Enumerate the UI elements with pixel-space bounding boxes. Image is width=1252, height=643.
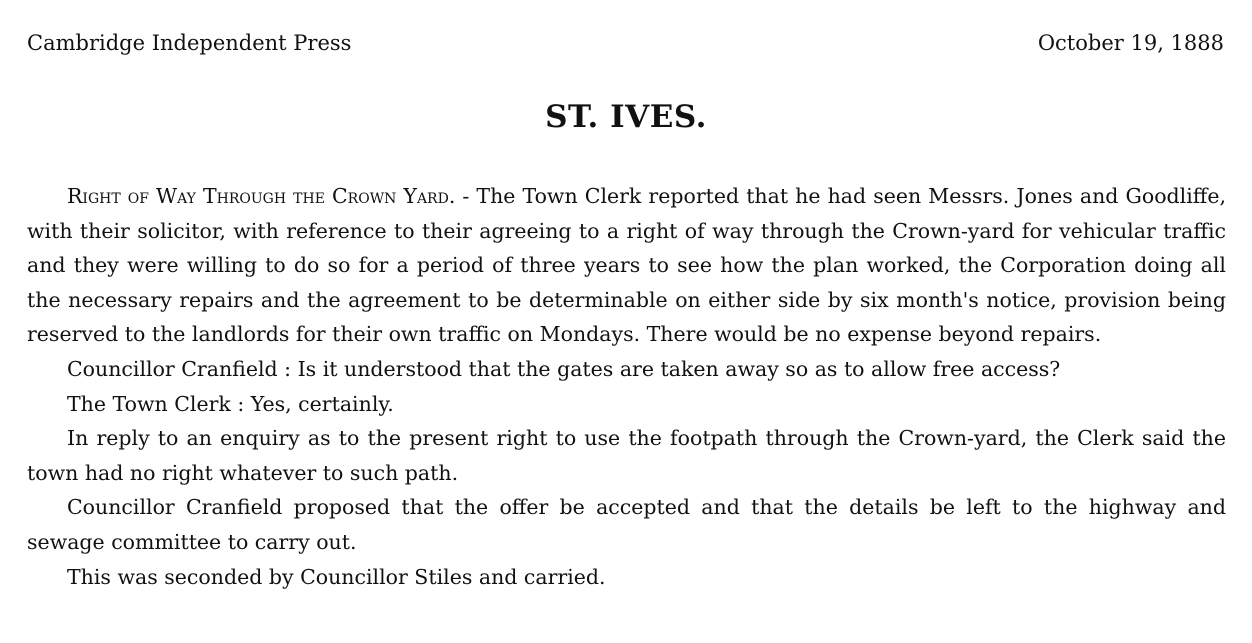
- paragraph: Councillor Cranfield proposed that the offer be accepted and that the details be left to the highway and sewage committee to carry out.: [27, 495, 1226, 554]
- paragraph-text: - The Town Clerk reported that he had seen Messrs. Jones and Goodliffe, with their solicitor, with reference to their agreeing to a right of way through the Crown-yard for vehicular traffic and they were willing to do so for a period of three years to see how the plan worked, the Corporation doing all the necessary repairs and the agreement to be determinable on either side by six month's notice, provision being reserved to the landlords for their own traffic on Mondays. There would be no expense beyond repairs.: [27, 184, 1226, 347]
- paragraph: [27, 179, 1226, 352]
- paragraph: The Town Clerk : Yes, certainly.: [67, 391, 394, 416]
- paragraph: This was seconded by Councillor Stiles and carried.: [67, 564, 606, 589]
- page-header: [27, 30, 1224, 56]
- publication-name: Cambridge Independent Press: [27, 31, 352, 55]
- article-body: [27, 179, 1226, 594]
- paragraph: Councillor Cranfield : Is it understood that the gates are taken away so as to allow free access?: [67, 356, 1061, 381]
- lead-heading: Right of Way Through the Crown Yard.: [67, 184, 456, 208]
- paragraph: In reply to an enquiry as to the present right to use the footpath through the Crown-yard, the Clerk said the town had no right whatever to such path.: [27, 426, 1226, 485]
- article-title: ST. IVES.: [545, 99, 707, 135]
- publication-date: October 19, 1888: [1037, 31, 1224, 55]
